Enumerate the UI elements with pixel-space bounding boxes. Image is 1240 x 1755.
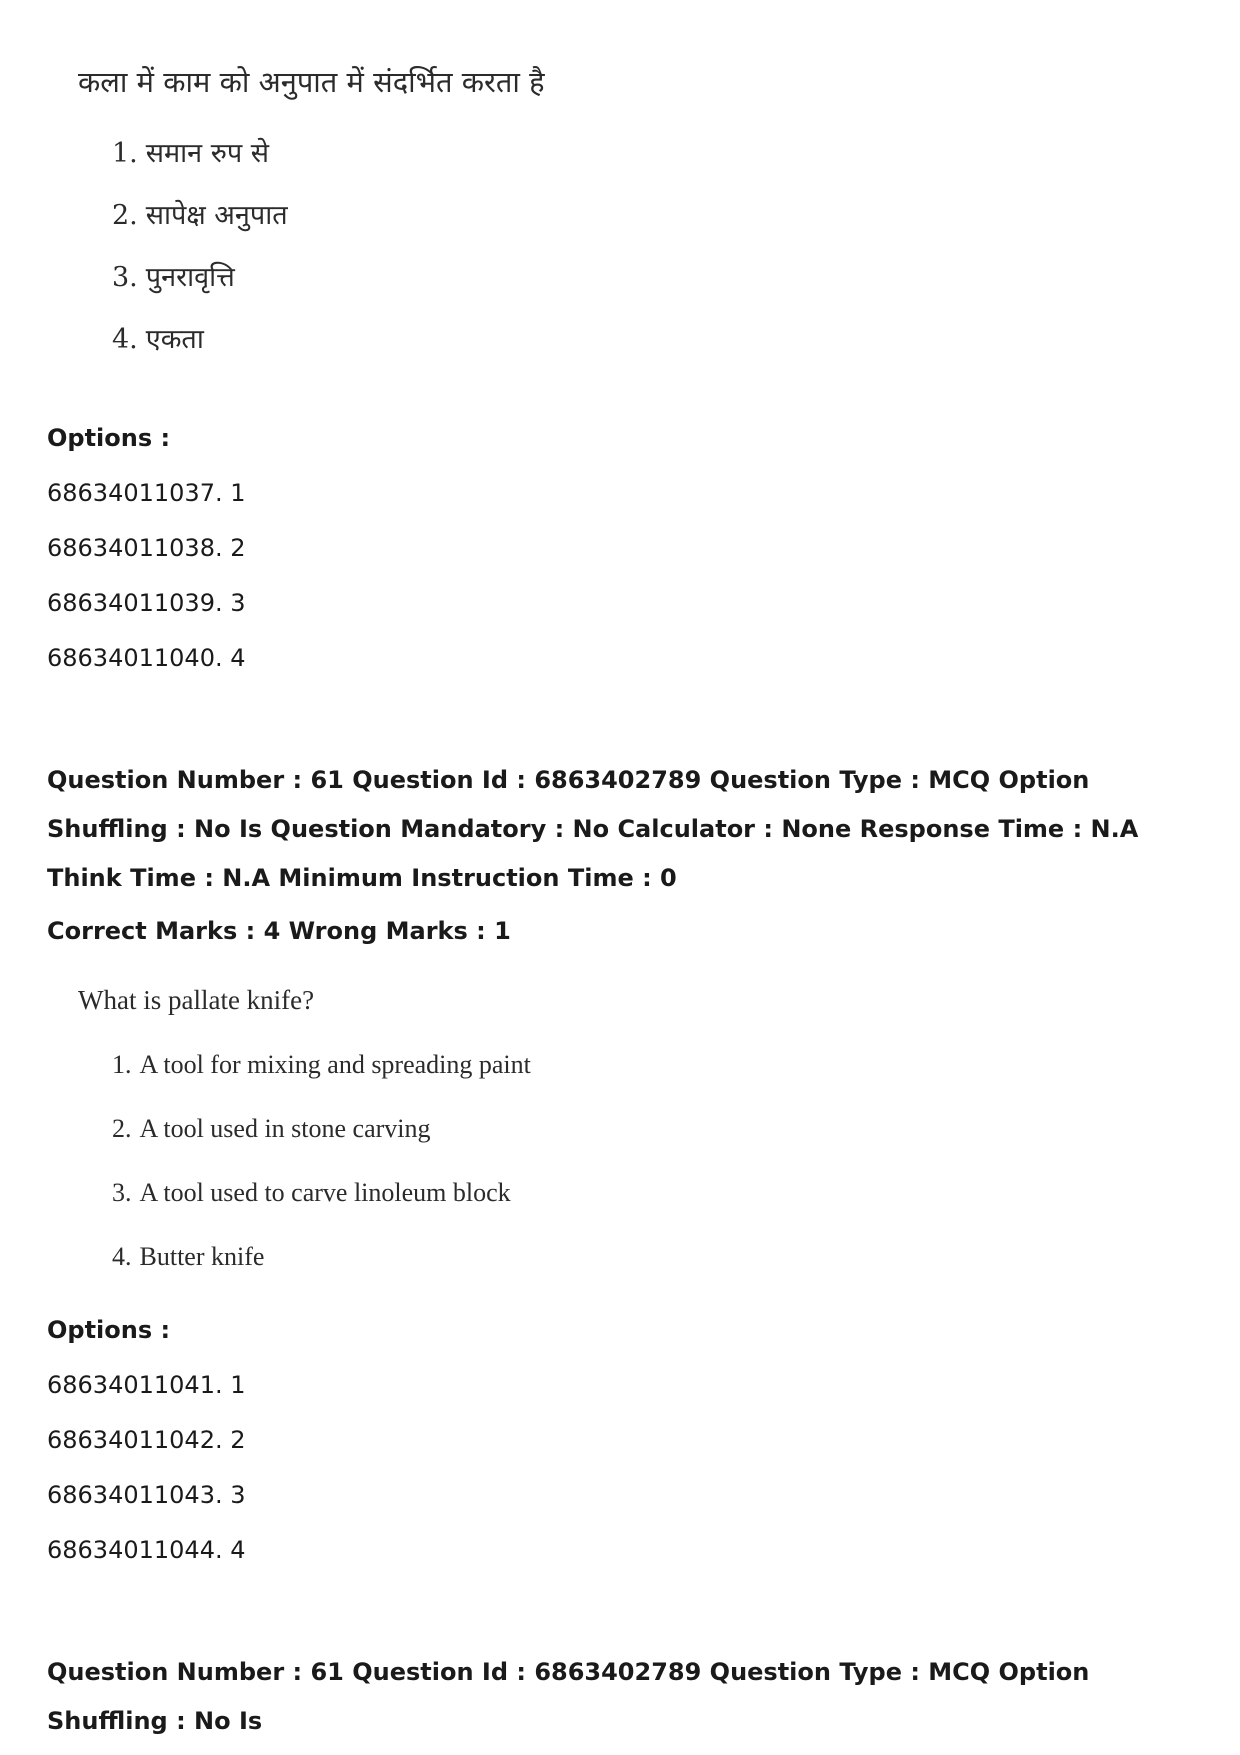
- option-line: 68634011038. 2: [47, 534, 246, 562]
- item-text: सापेक्ष अनुपात: [145, 200, 288, 231]
- options-label: Options :: [47, 424, 171, 452]
- question-item: [112, 1114, 431, 1144]
- item-text: समान रुप से: [145, 138, 270, 169]
- question-item: [112, 1050, 531, 1080]
- item-number: 4.: [112, 1242, 132, 1271]
- item-text: पुनरावृत्ति: [145, 262, 235, 293]
- item-number: 4.: [112, 324, 138, 355]
- option-line: 68634011039. 3: [47, 589, 246, 617]
- item-number: 3.: [112, 262, 138, 293]
- item-number: 2.: [112, 1114, 132, 1143]
- question-item: [112, 1178, 511, 1208]
- options-label: Options :: [47, 1316, 171, 1344]
- item-number: 1.: [112, 1050, 132, 1079]
- next-question-meta: Question Number : 61 Question Id : 6863402789 Question Type : MCQ Option Shuffling : No Is: [47, 1658, 1090, 1735]
- option-line: 68634011037. 1: [47, 479, 246, 507]
- option-line: 68634011044. 4: [47, 1536, 246, 1564]
- question-item: [112, 133, 269, 170]
- question-item: [112, 257, 235, 294]
- item-number: 1.: [112, 138, 138, 169]
- question-text-english: What is pallate knife?: [78, 985, 315, 1015]
- option-line: 68634011040. 4: [47, 644, 246, 672]
- option-line: 68634011042. 2: [47, 1426, 246, 1454]
- item-text: A tool used to carve linoleum block: [139, 1178, 511, 1207]
- item-number: 2.: [112, 200, 138, 231]
- option-line: 68634011043. 3: [47, 1481, 246, 1509]
- item-text: एकता: [145, 324, 204, 355]
- question-meta: Question Number : 61 Question Id : 6863402789 Question Type : MCQ Option Shuffling : No Is Question Mandatory : No Calculator : None Response Time : N.A Think Time : N.A Minimum Instruction Time : 0: [47, 766, 1139, 892]
- item-text: A tool for mixing and spreading paint: [139, 1050, 531, 1079]
- option-line: 68634011041. 1: [47, 1371, 246, 1399]
- item-text: Butter knife: [139, 1242, 265, 1271]
- marks-line: Correct Marks : 4 Wrong Marks : 1: [47, 917, 511, 945]
- question-item: [112, 195, 288, 232]
- item-text: A tool used in stone carving: [139, 1114, 431, 1143]
- question-item: [112, 1242, 264, 1272]
- question-text-hindi: कला में काम को अनुपात में संदर्भित करता है: [78, 65, 545, 99]
- question-item: [112, 319, 204, 356]
- item-number: 3.: [112, 1178, 132, 1207]
